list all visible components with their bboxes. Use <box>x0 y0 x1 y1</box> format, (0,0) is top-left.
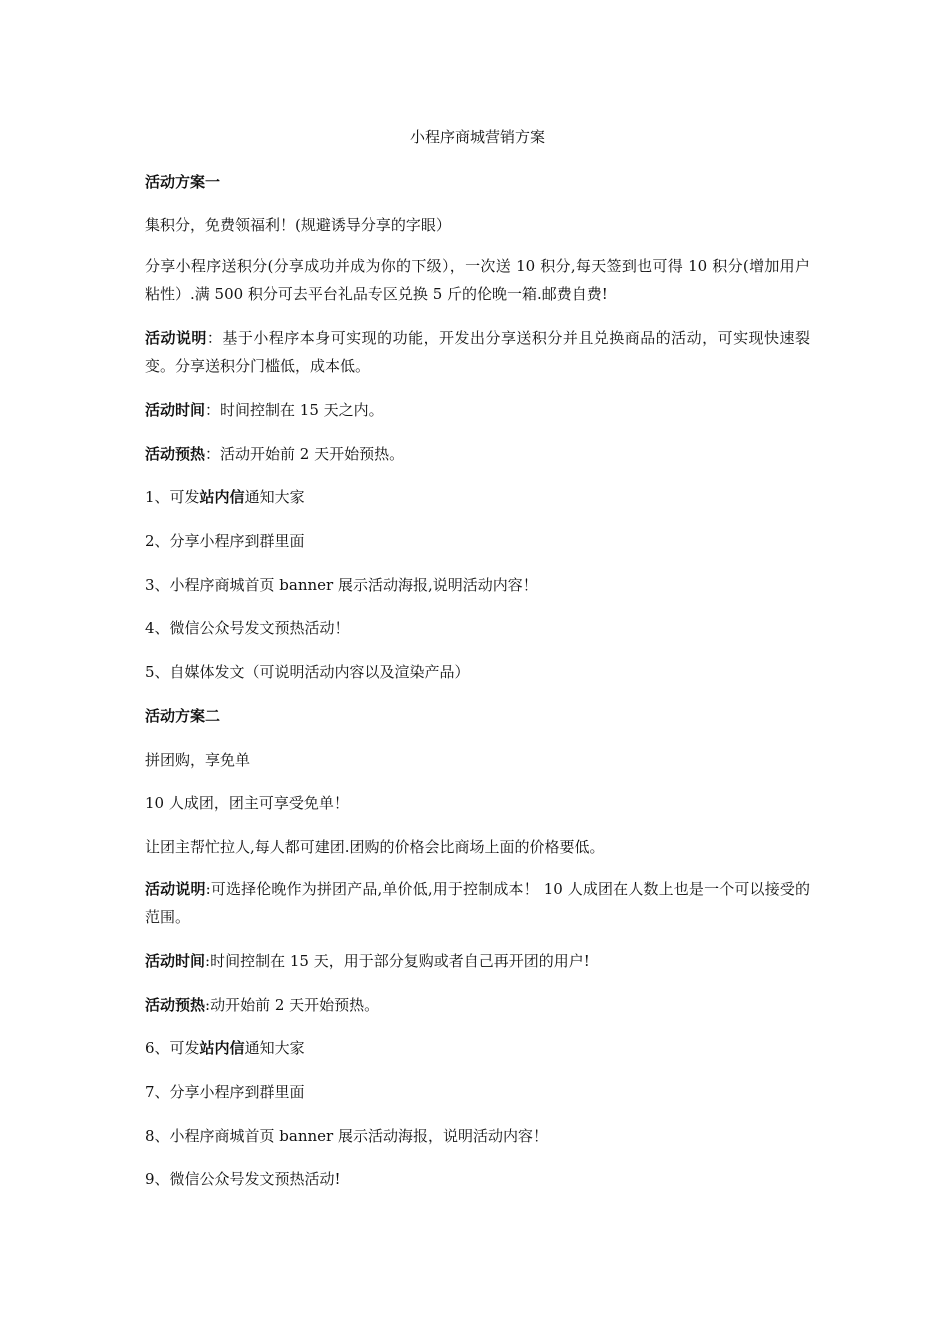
plan1-warmup <box>145 443 810 465</box>
plan2-time <box>145 950 810 972</box>
plan2-warmup-text: :动开始前 2 天开始预热。 <box>205 996 380 1014</box>
plan1-step-3: 3、小程序商城首页 banner 展示活动海报,说明活动内容！ <box>145 576 538 594</box>
step-text: 6、可发 <box>145 1039 200 1057</box>
plan1-time-label: 活动时间 <box>145 401 206 419</box>
step-bold-text: 站内信 <box>199 488 245 506</box>
plan2-warmup-label: 活动预热 <box>145 996 206 1014</box>
step-text: 通知大家 <box>244 1039 305 1057</box>
plan1-warmup-label: 活动预热 <box>145 445 206 463</box>
plan1-description <box>145 324 810 380</box>
plan2-step-8: 8、小程序商城首页 banner 展示活动海报，说明活动内容！ <box>145 1127 548 1145</box>
step-bold-text: 站内信 <box>199 1039 245 1057</box>
plan2-line-2: 让团主帮忙拉人,每人都可建团.团购的价格会比商场上面的价格要低。 <box>145 838 605 856</box>
plan1-heading: 活动方案一 <box>145 173 221 191</box>
step-text: 1、可发 <box>145 488 200 506</box>
plan1-description-label: 活动说明 <box>145 329 207 347</box>
plan1-step-4: 4、微信公众号发文预热活动！ <box>145 619 350 637</box>
plan1-step-5: 5、自媒体发文（可说明活动内容以及渲染产品） <box>145 663 470 681</box>
plan1-step-1 <box>145 486 810 508</box>
plan2-description-text: :可选择伦晚作为拼团产品,单价低,用于控制成本！ 10 人成团在人数上也是一个可以接受的范围。 <box>145 880 810 926</box>
plan2-heading: 活动方案二 <box>145 707 221 725</box>
plan2-step-9: 9、微信公众号发文预热活动! <box>145 1170 341 1188</box>
plan2-time-text: :时间控制在 15 天，用于部分复购或者自己再开团的用户! <box>205 952 590 970</box>
plan2-time-label: 活动时间 <box>145 952 206 970</box>
plan1-detail: 分享小程序送积分(分享成功并成为你的下级），一次送 10 积分,每天签到也可得 10 积分(增加用户粘性）.满 500 积分可去平台礼品专区兑换 5 斤的伦晚一箱.邮费自费! <box>145 257 810 303</box>
plan1-step-2: 2、分享小程序到群里面 <box>145 532 305 550</box>
plan2-description-label: 活动说明 <box>145 880 206 898</box>
plan2-step-6 <box>145 1037 810 1059</box>
plan1-time <box>145 399 810 421</box>
page-title: 小程序商城营销方案 <box>409 128 545 146</box>
plan1-description-text: ：基于小程序本身可实现的功能，开发出分享送积分并且兑换商品的活动，可实现快速裂变。分享送积分门槛低，成本低。 <box>145 329 810 375</box>
step-text: 通知大家 <box>244 488 305 506</box>
plan1-time-text: ：时间控制在 15 天之内。 <box>205 401 384 419</box>
plan2-step-7: 7、分享小程序到群里面 <box>145 1083 305 1101</box>
plan2-warmup <box>145 994 810 1016</box>
plan2-description <box>145 875 810 931</box>
plan1-warmup-text: ：活动开始前 2 天开始预热。 <box>205 445 405 463</box>
plan2-line-1: 10 人成团，团主可享受免单！ <box>145 794 349 812</box>
plan2-tagline: 拼团购，享免单 <box>145 751 251 769</box>
plan1-tagline: 集积分，免费领福利！(规避诱导分享的字眼） <box>145 216 451 234</box>
